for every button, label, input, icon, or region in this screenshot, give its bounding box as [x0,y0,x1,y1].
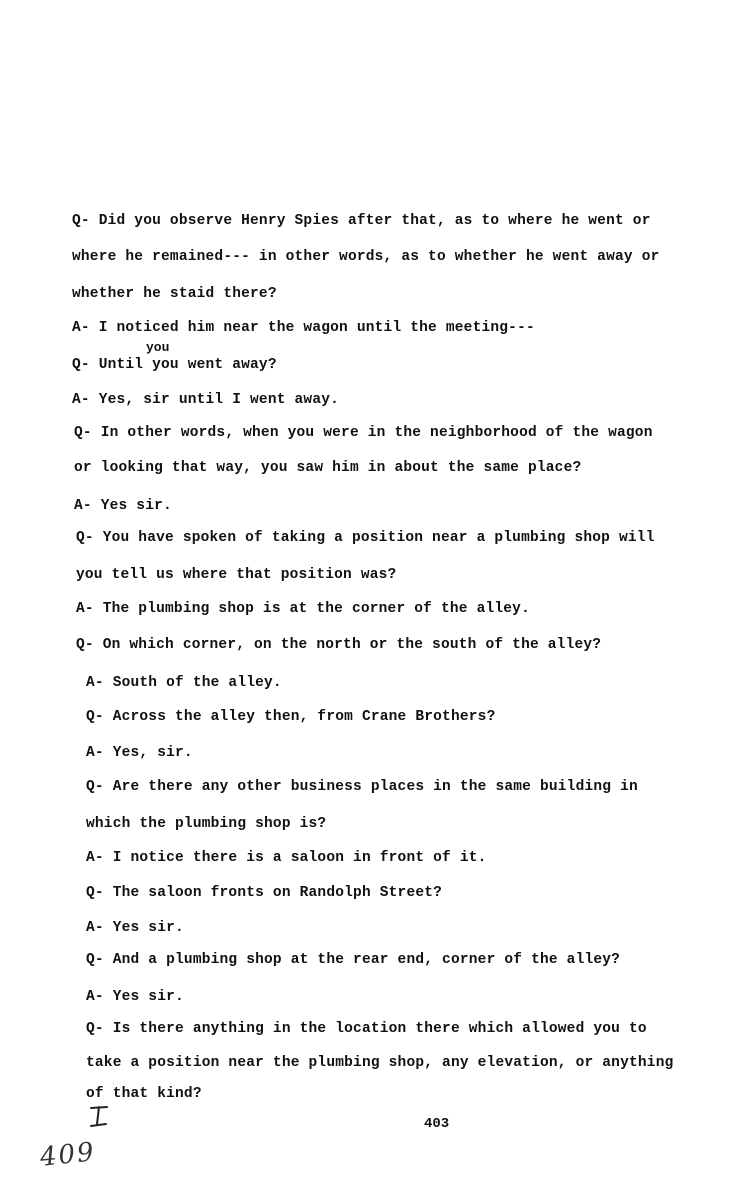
transcript-line: Q- In other words, when you were in the neighborhood of the wagon [74,425,653,441]
handwritten-page-number: 409 [38,1137,98,1173]
transcript-line: Q- Did you observe Henry Spies after that, as to where he went or [72,213,651,229]
page-number: 403 [424,1116,450,1132]
transcript-line: A- Yes sir. [86,989,184,1005]
transcript-line: Q- Until you went away? [72,357,277,373]
transcript-line: A- Yes sir. [74,498,172,514]
transcript-line: A- I noticed him near the wagon until the meeting--- [72,320,535,336]
transcript-line: Q- Are there any other business places in the same building in [86,779,638,795]
transcript-line: take a position near the plumbing shop, any elevation, or anything [86,1055,674,1071]
transcript-line: or looking that way, you saw him in about the same place? [74,460,582,476]
transcript-line: of that kind? [86,1086,202,1102]
transcript-line: A- Yes, sir until I went away. [72,392,340,408]
transcript-line: which the plumbing shop is? [86,816,327,832]
transcript-line: Q- On which corner, on the north or the south of the alley? [76,637,602,653]
transcript-line: you tell us where that position was? [76,567,397,583]
transcript-line: Q- You have spoken of taking a position near a plumbing shop will [76,530,655,546]
transcript-line: A- Yes sir. [86,920,184,936]
interlinear-insert: you [146,340,170,355]
transcript-line: A- The plumbing shop is at the corner of the alley. [76,601,530,617]
transcript-line: A- Yes, sir. [86,745,193,761]
transcript-line: Q- And a plumbing shop at the rear end, corner of the alley? [86,952,621,968]
transcript-line: A- South of the alley. [86,675,282,691]
transcript-line: Q- Across the alley then, from Crane Brothers? [86,709,496,725]
transcript-line: whether he staid there? [72,286,277,302]
transcript-line: A- I notice there is a saloon in front of it. [86,850,487,866]
transcript-line: Q- Is there anything in the location there which allowed you to [86,1021,647,1037]
transcript-line: where he remained--- in other words, as to whether he went away or [72,249,660,265]
handwritten-margin-mark [88,1104,110,1130]
transcript-line: Q- The saloon fronts on Randolph Street? [86,885,443,901]
